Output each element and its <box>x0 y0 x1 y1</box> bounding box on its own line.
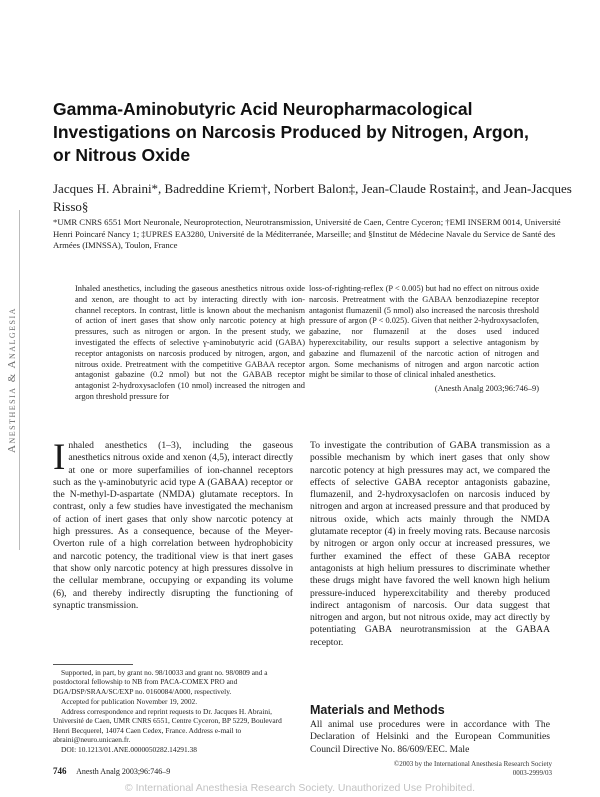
footnotes <box>53 668 293 756</box>
title-line-1: Gamma-Aminobutyric Acid Neuropharmacological <box>53 99 473 119</box>
page-footer-left <box>53 766 170 776</box>
issn: 0003-2999/03 <box>512 769 552 777</box>
footnote-doi: DOI: 10.1213/01.ANE.0000050282.14291.38 <box>61 745 197 755</box>
body-column-right: To investigate the contribution of GABA transmission as a possible mechanism by which inert gases that only show narcotic potency at high pressures may act, we compared the effects of selective GABA receptor antagonists gabazine, flumazenil, and 2-hydroxysaclofen on narcosis induced by nitrogen and argon at increased pressure and that produced by nitrous oxide, which acts mainly through the NMDA glutamate receptor (4) in freely moving rats. Because narcosis by nitrogen or argon only occur at increased pressures, we further examined the effect of these GABA receptor antagonists at high helium pressures to discriminate whether these drugs might have favored the well known high helium pressure-induced hyperexcitability and thereby produced indirect antagonism of narcosis. Our data suggest that nitrogen and argon, but not nitrous oxide, may act directly by potentiating GABA neurotransmission at the GABAA receptor. <box>310 440 550 648</box>
title-line-3: or Nitrous Oxide <box>53 145 191 165</box>
body-column-left <box>53 437 293 612</box>
footnote-correspondence: Address correspondence and reprint requests to Dr. Jacques H. Abraini, Université de Caen, UMR CNRS 6551, Centre Cyceron, BP 5229, Boulevard Henri Becquerel, 14074 Caen Cedex, France. Address e-mail to abraini@neuro.unicaen.fr. <box>53 707 282 745</box>
abstract-column-left: Inhaled anesthetics, including the gaseous anesthetics nitrous oxide and xenon, are thought to act by interacting directly with ion-channel receptors. In contrast, little is known about the mechanism of action of inert gases that show only narcotic potency at high pressures, such as nitrogen or argon. In the present study, we investigated the effects of selective γ-aminobutyric acid (GABA) receptor antagonists on narcosis produced by nitrogen, argon, and nitrous oxide. Pretreatment with the competitive GABAA receptor antagonist gabazine (0.2 nmol) but not the GABAB receptor antagonist 2-hydroxysaclofen (10 nmol) increased the nitrogen and argon threshold pressure for <box>75 284 305 401</box>
footnote-accepted: Accepted for publication November 19, 2002. <box>61 696 198 706</box>
article-title <box>53 98 573 167</box>
page-footer-right <box>394 760 552 778</box>
abstract-right-text: loss-of-righting-reflex (P < 0.005) but had no effect on nitrous oxide narcosis. Pretreatment with the GABAA benzodiazepine receptor antagonist flumazenil (5 nmol) also increased the narcosis threshold pressure of argon (P < 0.025). Given that neither 2-hydroxysaclofen, gabazine, nor flumazenil at the doses used induced hyperexcitability, our results support a selective antagonism by gabazine and flumazenil of the narcotic action of nitrogen and argon. Some mechanisms of nitrogen and argon narcotic action might be similar to those of clinical inhaled anesthetics. <box>309 284 539 380</box>
affiliations: *UMR CNRS 6551 Mort Neuronale, Neuroprotection, Neurotransmission, Université de Caen, Centre Cyceron; †EMI INSERM 0014, Université Henri Poincaré Nancy 1; ‡UPRES EA3280, Université de la Méditerranée, Marseille; and §Institut de Médecine Navale du Service de Santé des Armées (IMNSSA), Toulon, France <box>53 217 561 251</box>
journal-citation: Anesth Analg 2003;96:746–9 <box>76 767 171 776</box>
footnote-divider <box>53 664 133 665</box>
footnote-funding: Supported, in part, by grant no. 98/10033 and grant no. 98/0809 and a postdoctoral fellowship to NB from PACA-COMEX PRO and DGA/DSP/SRAA/SC/EXP no. 0160084/A000, respectively. <box>53 668 268 696</box>
journal-side-label-text: Anesthesia & Analgesia <box>6 307 19 453</box>
drop-cap: I <box>53 437 66 478</box>
journal-side-label <box>2 210 22 550</box>
page-number: 746 <box>53 766 67 776</box>
author-list: Jacques H. Abraini*, Badreddine Kriem†, Norbert Balon‡, Jean-Claude Rostain‡, and Jean-Jacques Risso§ <box>53 181 572 214</box>
abstract-citation: (Anesth Analg 2003;96:746–9) <box>434 384 539 394</box>
body-left-text: nhaled anesthetics (1–3), including the gaseous anesthetics nitrous oxide and xenon (4,5), interact directly at one or more superfamilies of ion-channel receptors such as the γ-aminobutyric acid type A (GABAA) receptor or the N-methyl-D-aspartate (NMDA) glutamate receptors. In contrast, only a few studies have investigated the mechanism of action of inert gases that only show narcotic potency at high pressures. As a consequence, because of the Meyer-Overton rule of a high correlation between hydrophobicity and narcotic potency, the traditional view is that inert gases that show only narcotic potency at high pressures dissolve in the cellular membrane, occupying or expanding its volume (6), and thereby indirectly disrupting the functioning of synaptic transmission. <box>53 440 293 611</box>
copyright-notice: ©2003 by the International Anesthesia Research Society <box>393 760 552 768</box>
abstract-column-right <box>309 284 539 395</box>
section-text: All animal use procedures were in accordance with The Declaration of Helsinki and the European Communities Council Directive No. 86/609/EEC. Male <box>310 719 550 755</box>
watermark: © International Anesthesia Research Society. Unauthorized Use Prohibited. <box>124 782 476 794</box>
section-heading: Materials and Methods <box>310 703 445 717</box>
title-line-2: Investigations on Narcosis Produced by Nitrogen, Argon, <box>53 122 529 142</box>
